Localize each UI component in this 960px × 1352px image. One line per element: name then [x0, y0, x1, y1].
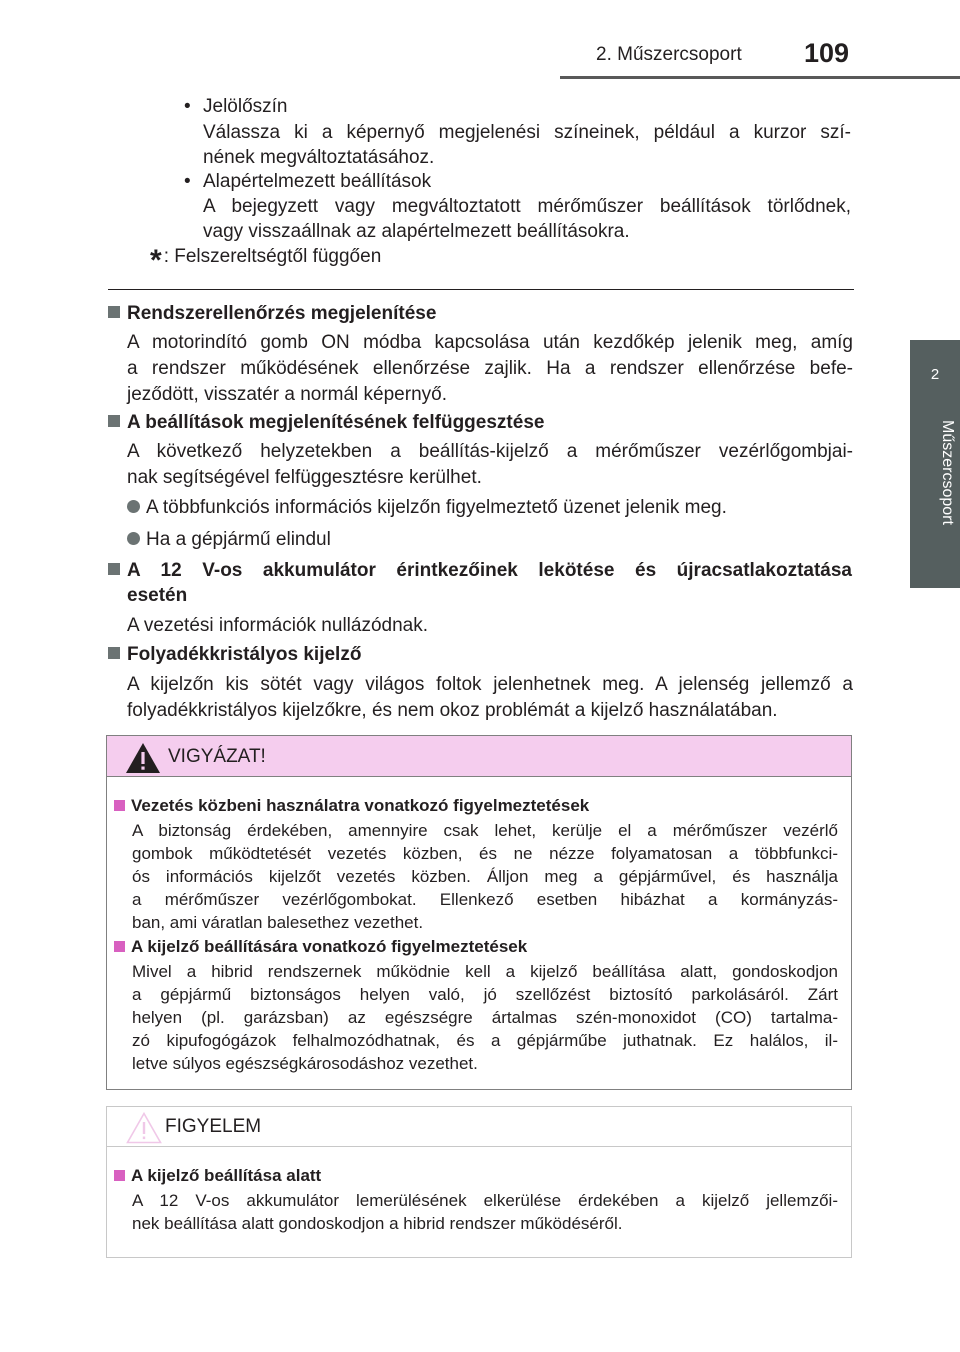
- bullet-title: Jelölőszín: [203, 96, 288, 117]
- circle-bullet-icon: [127, 500, 140, 513]
- caution-item-title: A kijelző beállítása alatt: [114, 1166, 321, 1186]
- bullet-text-line: vagy visszaállnak az alapértelmezett beállításokra.: [203, 221, 630, 242]
- warning-text-line: Mivel a hibrid rendszernek működnie kell a kijelző beállítása alatt, gondoskodjon: [132, 962, 838, 981]
- square-bullet-icon: [108, 415, 120, 427]
- warning-title: VIGYÁZAT!: [168, 746, 266, 767]
- section-text-line: A vezetési információk nullázódnak.: [127, 615, 428, 636]
- bullet-title: Alapértelmezett beállítások: [203, 171, 432, 192]
- running-header-section: 2. Műszercsoport: [596, 44, 742, 65]
- warning-text-line: a gépjármű biztonságos helyen való, jó szellőzést biztosító parkolásáról. Zárt: [132, 985, 838, 1004]
- section-text-line: A motorindító gomb ON módba kapcsolása után kezdőkép jelenik meg, amíg: [127, 332, 853, 353]
- square-bullet-icon: [108, 563, 120, 575]
- circle-bullet-icon: [127, 532, 140, 545]
- warning-text-line: A biztonság érdekében, amennyire csak lehet, kerülje el a mérőműszer vezérlő: [132, 821, 838, 840]
- bullet-dot: •: [184, 171, 191, 192]
- section-divider: [108, 289, 854, 290]
- square-bullet-icon: [114, 800, 125, 811]
- warning-item-title: Vezetés közbeni használatra vonatkozó figyelmeztetések: [114, 796, 589, 816]
- caution-triangle-icon: [126, 1112, 162, 1144]
- side-tab-number: 2: [910, 340, 960, 410]
- bullet-dot: •: [184, 96, 191, 117]
- warning-text-line: zó kipufogógázok felhalmozódhatnak, és a gépjárműbe juthatnak. Ez halálos, il-: [132, 1031, 838, 1050]
- caution-text-line: A 12 V-os akkumulátor lemerülésének elkerülése érdekében a kijelző jellemzői-: [132, 1191, 838, 1210]
- square-bullet-icon: [108, 306, 120, 318]
- warning-text-line: letve súlyos egészségkárosodáshoz vezethet.: [132, 1054, 478, 1073]
- warning-text-line: helyen (pl. garázsban) az egészségre ártalmas szén-monoxidot (CO) tartalma-: [132, 1008, 838, 1027]
- warning-triangle-icon: [125, 742, 161, 774]
- bullet-text-line: A bejegyzett vagy megváltoztatott mérőműszer beállítások törlődnek,: [203, 196, 851, 217]
- section-text-line: A kijelzőn kis sötét vagy világos foltok jelenhetnek meg. A jelenség jellemző a: [127, 674, 853, 695]
- square-bullet-icon: [108, 647, 120, 659]
- caution-title: FIGYELEM: [165, 1116, 262, 1137]
- warning-text-line: a mérőműszer vezérlőgombokat. Ellenkező esetben hibázhat a kormányzás-: [132, 890, 838, 909]
- bullet-text-line: Válassza ki a képernyő megjelenési színeinek, például a kurzor szí-: [203, 122, 851, 143]
- section-heading: A beállítások megjelenítésének felfüggesztése: [108, 412, 544, 434]
- section-text-line: jeződött, visszatér a normál képernyő.: [127, 384, 447, 405]
- square-bullet-icon: [114, 1170, 125, 1181]
- section-heading: Rendszerellenőrzés megjelenítése: [108, 303, 436, 325]
- side-tab-label: Műszercsoport: [939, 420, 956, 525]
- footnote: [150, 244, 381, 278]
- list-item: Ha a gépjármű elindul: [127, 529, 331, 551]
- warning-item-title: A kijelző beállítására vonatkozó figyelmeztetések: [114, 937, 527, 957]
- section-text-line: folyadékkristályos kijelzőkre, és nem okoz problémát a kijelző használatában.: [127, 700, 778, 721]
- bullet-text-line: nének megváltoztatásához.: [203, 147, 435, 168]
- list-item: A többfunkciós információs kijelzőn figyelmeztető üzenet jelenik meg.: [127, 497, 727, 519]
- square-bullet-icon: [114, 941, 125, 952]
- section-text-line: A következő helyzetekben a beállítás-kijelző a mérőműszer vezérlőgombjai-: [127, 441, 853, 462]
- warning-text-line: gombok működtetését vezetés közben, és ne nézze folyamatosan a többfunkci-: [132, 844, 838, 863]
- page-number: 109: [804, 38, 850, 68]
- section-text-line: a rendszer működésének ellenőrzése zajlik. Ha a rendszer ellenőrzése befe-: [127, 358, 853, 379]
- section-heading: A 12 V-os akkumulátor érintkezőinek lekötése és újracsatlakoztatása: [108, 560, 852, 582]
- section-heading-cont: esetén: [127, 585, 188, 606]
- section-text-line: nak segítségével felfüggesztésre kerülhet.: [127, 467, 482, 488]
- header-rule: [560, 76, 960, 79]
- caution-text-line: nek beállítása alatt gondoskodjon a hibrid rendszer működéséről.: [132, 1214, 623, 1233]
- warning-text-line: ban, ami váratlan balesethez vezethet.: [132, 913, 424, 932]
- footnote-text: : Felszereltségtől függően: [163, 246, 382, 267]
- footnote-mark: *: [150, 244, 162, 277]
- section-heading: Folyadékkristályos kijelző: [108, 644, 361, 666]
- warning-text-line: ós információs kijelzőt vezetés közben. Álljon meg a gépjárművel, és használja: [132, 867, 838, 886]
